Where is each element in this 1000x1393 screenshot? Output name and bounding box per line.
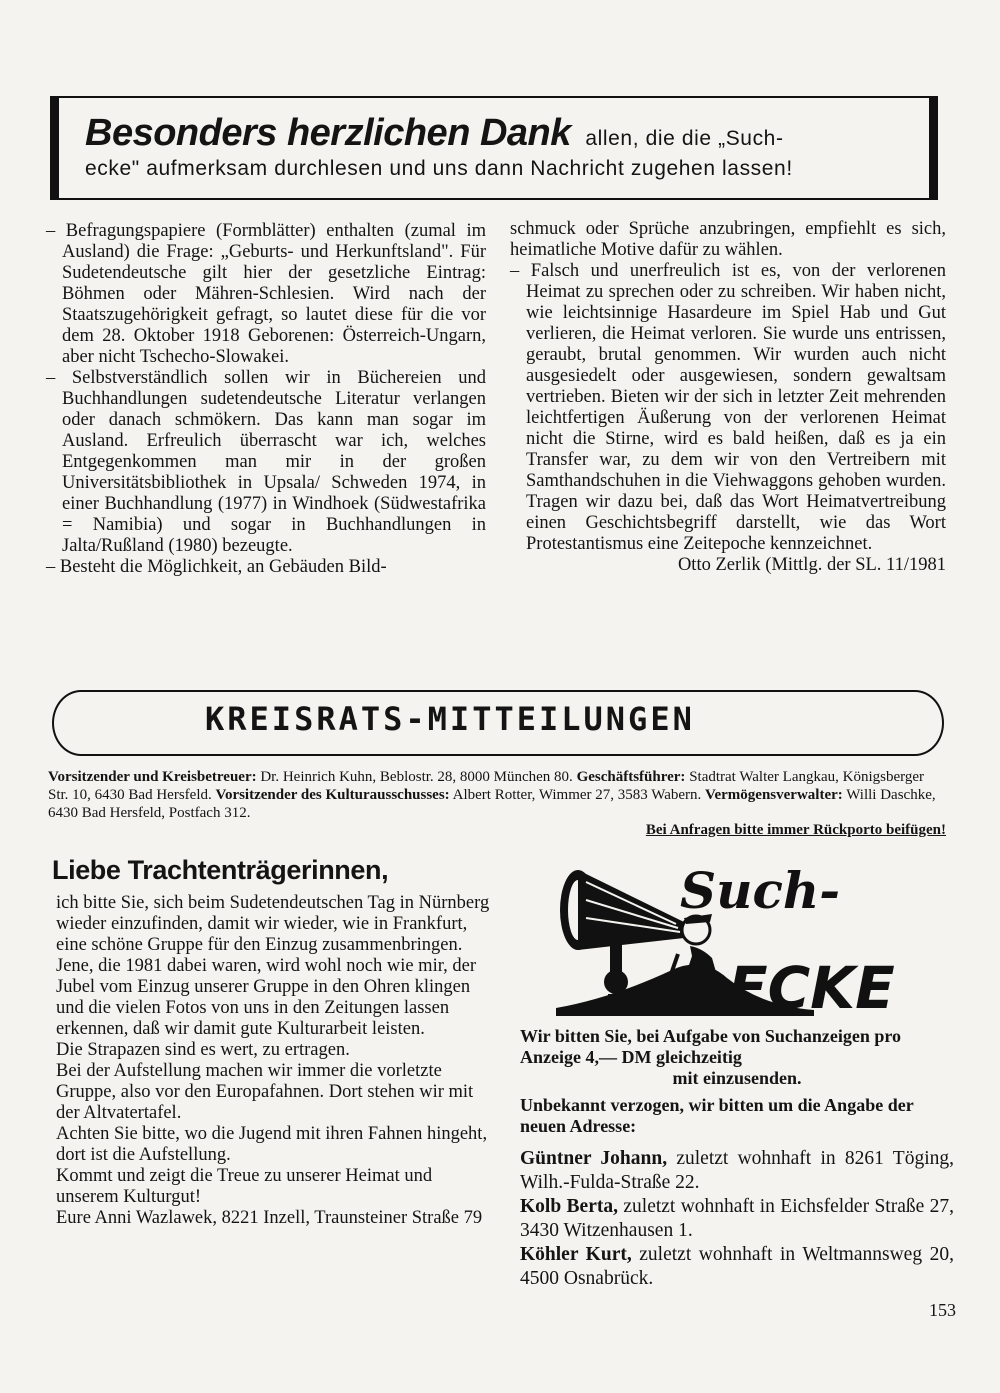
article-signature: Otto Zerlik (Mittlg. der SL. 11/1981 <box>677 555 946 575</box>
entry-text: zuletzt wohnhaft in Eichsfelder Straße 27, 3430 Witzenhausen 1. <box>520 1196 955 1241</box>
officer-assets: Willi Daschke, 6430 Bad Hersfeld, Postfach 312. <box>48 787 936 821</box>
moved-notice: Unbekannt verzogen, wir bitten um die Angabe der neuen Adresse: <box>520 1095 914 1136</box>
officer-label-culture: Vorsitzender des Kulturausschusses: <box>215 787 450 803</box>
banner-line-1 <box>85 112 911 155</box>
kreisrat-officers <box>48 768 948 822</box>
entry-text: zuletzt wohnhaft in 8261 Töging, Wilh.-Fulda-Straße 22. <box>520 1148 955 1193</box>
letter-paragraph: Bei der Aufstellung machen wir immer die vorletzte Gruppe, also vor den Europafahnen. Dort stehen wir mit der Altvatertafel. <box>56 1061 474 1123</box>
search-entry <box>520 1195 954 1243</box>
article-paragraph: schmuck oder Sprüche anzubringen, empfiehlt es sich, heimatliche Motive dafür zu wählen. <box>510 219 946 260</box>
article-left-column <box>46 221 486 578</box>
suchecke-sidebar <box>520 1026 954 1291</box>
banner-subtext-2: ecke" aufmerksam durchlesen und uns dann Nachricht zugehen lassen! <box>85 157 793 180</box>
officer-label-manager: Geschäftsführer: <box>576 769 686 785</box>
letter-paragraph: ich bitte Sie, sich beim Sudetendeutschen Tag in Nürnberg wieder einzufinden, damit wir wieder, wie in Frankfurt, eine schöne Gruppe für den Einzug zusammenbringen. <box>56 893 490 955</box>
page-number: 153 <box>929 1300 956 1320</box>
search-entry <box>520 1147 954 1195</box>
trachten-letter <box>56 893 490 1229</box>
search-entries <box>520 1147 954 1291</box>
letter-paragraph: Kommt und zeigt die Treue zu unserer Heimat und unserem Kulturgut! <box>56 1166 433 1207</box>
suchecke-logo-top: Such- <box>680 861 841 920</box>
fee-notice-end: mit einzusenden. <box>672 1068 802 1088</box>
search-entry <box>520 1243 954 1291</box>
officer-label-chair: Vorsitzender und Kreisbetreuer: <box>48 769 257 785</box>
banner-heading: Besonders herzlichen Dank <box>85 112 571 154</box>
article-paragraph: – Besteht die Möglichkeit, an Gebäuden Bild- <box>46 557 387 577</box>
letter-paragraph: Jene, die 1981 dabei waren, wird wohl noch wie mir, der Jubel vom Einzug unserer Gruppe in den Ohren klingen und die vielen Fotos von uns in den Zeitungen lassen erkennen, daß wir damit gute Kulturarbeit leisten. <box>56 956 477 1039</box>
letter-paragraph: Die Strapazen sind es wert, zu ertragen. <box>56 1040 350 1060</box>
officer-culture: Albert Rotter, Wimmer 27, 3583 Wabern. <box>452 787 702 803</box>
article-paragraph: – Falsch und unerfreulich ist es, von der verlorenen Heimat zu sprechen oder zu schreiben. Wir haben nicht, wie leichtsinnige Hasardeure im Spiel Hab und Gut verlieren, die Heimat verloren. Sie wurde uns entrissen, geraubt, brutal genommen. Wir wurden auch nicht ausgesiedelt oder ausgewiesen, sondern gewaltsam vertrieben. Bieten wir der sich in letzter Zeit mehrenden leichtfertigen Äußerung von der verlorenen Heimat nicht die Stirne, wird es bald heißen, daß es ja ein Transfer war, zu dem wir von den Vertreibern mit Samthandschuhen in die Viehwaggons gehoben wurden. Tragen wir dazu bei, daß das Wort Heimatvertreibung einen Geschichtsbegriff darstellt, wie das Wort Protestantismus eine Zeitepoche kennzeichnet. <box>510 261 946 554</box>
article-paragraph: – Befragungspapiere (Formblätter) enthalten (zumal im Ausland) die Frage: „Geburts- und Herkunftsland". Für Sudetendeutsche gilt hier der gesetzliche Eintrag: Böhmen oder Mähren-Schlesien. Wird nach der Staatszugehörigkeit gefragt, so lautet diese für die vor dem 28. Oktober 1918 Geborenen: Österreich-Ungarn, aber nicht Tschecho-Slowakei. <box>46 221 486 367</box>
banner-subtext-1: allen, die die „Such- <box>585 127 784 150</box>
officer-label-assets: Vermögensverwalter: <box>705 787 843 803</box>
trachten-heading: Liebe Trachtenträgerinnen, <box>52 855 389 885</box>
article-paragraph: – Selbstverständlich sollen wir in Büchereien und Buchhandlungen sudetendeutsche Literatur verlangen oder danach schmökern. Das kann man sogar im Ausland. Erfreulich überrascht war ich, welches Entgegenkommen man mir in der großen Universitätsbibliothek in Upsala/ Schweden 1974, in einer Buchhandlung (1977) in Windhoek (Südwestafrika = Namibia) und sogar in Buchhandlungen in Jalta/Rußland (1980) bezeugte. <box>46 368 486 556</box>
entry-name: Kolb Berta, <box>520 1196 618 1217</box>
fee-notice: Wir bitten Sie, bei Aufgabe von Suchanzeigen pro Anzeige 4,— DM gleichzeitig <box>520 1026 902 1067</box>
letter-paragraph: Eure Anni Wazlawek, 8221 Inzell, Traunsteiner Straße 79 <box>56 1208 483 1228</box>
officer-chair: Dr. Heinrich Kuhn, Beblostr. 28, 8000 München 80. <box>260 769 573 785</box>
entry-name: Köhler Kurt, <box>520 1244 632 1265</box>
letter-paragraph: Achten Sie bitte, wo die Jugend mit ihren Fahnen hingeht, dort ist die Aufstellung. <box>56 1124 488 1165</box>
officer-manager: Stadtrat Walter Langkau, Königsberger Str. 10, 6430 Bad Hersfeld. <box>48 769 925 803</box>
entry-name: Güntner Johann, <box>520 1148 668 1169</box>
rueckporto-note: Bei Anfragen bitte immer Rückporto beifügen! <box>645 822 946 838</box>
kreisrat-title: KREISRATS-MITTEILUNGEN <box>205 700 695 738</box>
entry-text: zuletzt wohnhaft in Weltmannsweg 20, 4500 Osnabrück. <box>520 1244 954 1289</box>
suchecke-logo-bottom: ECKE <box>728 954 895 1018</box>
article-right-column <box>510 219 946 576</box>
thanks-banner <box>50 96 938 200</box>
suchecke-logo <box>552 858 952 1018</box>
